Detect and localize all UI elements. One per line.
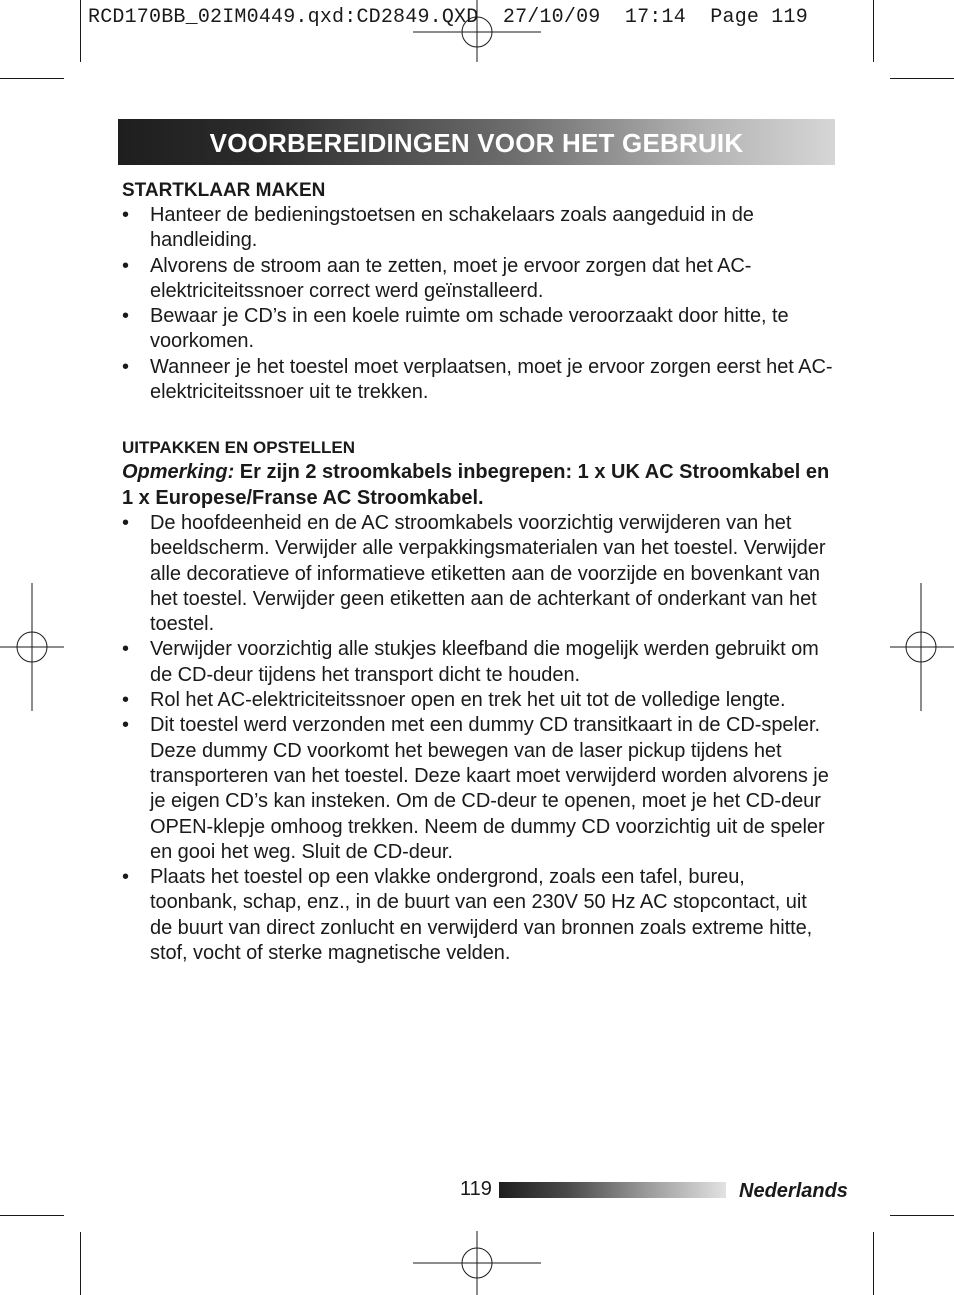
footer-language: Nederlands bbox=[739, 1180, 848, 1202]
note-text: Er zijn 2 stroomkabels inbegrepen: 1 x UK AC Stroomkabel en 1 x Europese/Franse AC Stroomkabel. bbox=[122, 461, 830, 509]
list-item bbox=[122, 637, 834, 688]
bullet-icon: • bbox=[122, 638, 129, 661]
note bbox=[122, 460, 834, 511]
list-item-text: Bewaar je CD’s in een koele ruimte om schade veroorzaakt door hitte, te voorkomen. bbox=[150, 305, 789, 353]
list-item bbox=[122, 304, 834, 355]
list-item-text: De hoofdeenheid en de AC stroomkabels voorzichtig verwijderen van het beeldscherm. Verwijder alle verpakkingsmaterialen van het toestel. Verwijder alle decoratieve of informatieve etiketten aan de voorzijde en bovenkant van het toestel. Verwijder geen etiketten aan de achterkant of onderkant van het toestel. bbox=[150, 511, 826, 636]
page-title: VOORBEREIDINGEN VOOR HET GEBRUIK bbox=[209, 128, 744, 158]
bullet-icon: • bbox=[122, 355, 129, 378]
registration-mark-top-icon bbox=[413, 0, 543, 64]
bullet-icon: • bbox=[122, 254, 129, 277]
bullet-icon: • bbox=[122, 689, 129, 712]
bullet-list-startklaar bbox=[122, 203, 834, 405]
note-label: Opmerking: bbox=[122, 461, 235, 484]
registration-mark-bottom-icon bbox=[413, 1231, 543, 1295]
crop-mark-top-right-h bbox=[890, 78, 954, 79]
page-number: 119 bbox=[460, 1178, 492, 1200]
content bbox=[122, 176, 834, 966]
crop-mark-bottom-right-v bbox=[873, 1232, 874, 1295]
crop-mark-top-right-v bbox=[873, 0, 874, 62]
bullet-icon: • bbox=[122, 511, 129, 534]
list-item-text: Rol het AC-elektriciteitssnoer open en trek het uit tot de volledige lengte. bbox=[150, 689, 786, 712]
crop-mark-bottom-left-v bbox=[80, 1232, 81, 1295]
registration-mark-right-icon bbox=[890, 583, 954, 713]
title-banner bbox=[118, 119, 835, 165]
list-item-text: Dit toestel werd verzonden met een dummy CD transitkaart in de CD-speler. Deze dummy CD voorkomt het bewegen van de laser pickup tijdens het transporteren van het toestel. Deze kaart moet verwijderd worden alvorens je je eigen CD’s kan insteken. Om de CD-deur te openen, moet je het CD-deur OPEN-klepje omhoog trekken. Neem de dummy CD voorzichtig uit de speler en gooi het weg. Sluit de CD-deur. bbox=[150, 714, 829, 863]
bullet-list-uitpakken bbox=[122, 511, 834, 966]
list-item bbox=[122, 203, 834, 254]
list-item bbox=[122, 511, 834, 637]
list-item bbox=[122, 355, 834, 406]
crop-mark-bottom-right-h bbox=[890, 1215, 954, 1216]
list-item-text: Alvorens de stroom aan te zetten, moet je ervoor zorgen dat het AC-elektriciteitssnoer correct werd geïnstalleerd. bbox=[150, 254, 752, 302]
section-heading-uitpakken: UITPAKKEN EN OPSTELLEN bbox=[122, 438, 355, 458]
list-item-text: Wanneer je het toestel moet verplaatsen, moet je ervoor zorgen eerst het AC-elektriciteitssnoer uit te trekken. bbox=[150, 355, 833, 404]
crop-mark-top-left-h bbox=[0, 78, 64, 79]
list-item bbox=[122, 865, 834, 966]
list-item-text: Hanteer de bedieningstoetsen en schakelaars zoals aangeduid in de handleiding. bbox=[150, 204, 754, 252]
list-item bbox=[122, 254, 834, 305]
footer-gradient-bar bbox=[499, 1182, 726, 1198]
section-heading-startklaar: STARTKLAAR MAKEN bbox=[122, 180, 326, 201]
bullet-icon: • bbox=[122, 305, 129, 328]
crop-mark-top-left-v bbox=[80, 0, 81, 62]
print-slug: RCD170BB_02IM0449.qxd:CD2849.QXD 27/10/09 17:14 Page 119 bbox=[88, 6, 808, 29]
bullet-icon: • bbox=[122, 866, 129, 889]
crop-mark-bottom-left-h bbox=[0, 1215, 64, 1216]
bullet-icon: • bbox=[122, 204, 129, 226]
list-item-text: Verwijder voorzichtig alle stukjes kleefband die mogelijk werden gebruikt om de CD-deur tijdens het transport dicht te houden. bbox=[150, 638, 819, 686]
list-item bbox=[122, 713, 834, 865]
list-item bbox=[122, 688, 834, 713]
bullet-icon: • bbox=[122, 714, 129, 737]
registration-mark-left-icon bbox=[0, 583, 66, 713]
list-item-text: Plaats het toestel op een vlakke ondergrond, zoals een tafel, bureu, toonbank, schap, enz., in de buurt van een 230V 50 Hz AC stopcontact, uit de buurt van direct zonlucht en verwijderd van bronnen zoals extreme hitte, stof, vocht of sterke magnetische velden. bbox=[150, 866, 813, 965]
